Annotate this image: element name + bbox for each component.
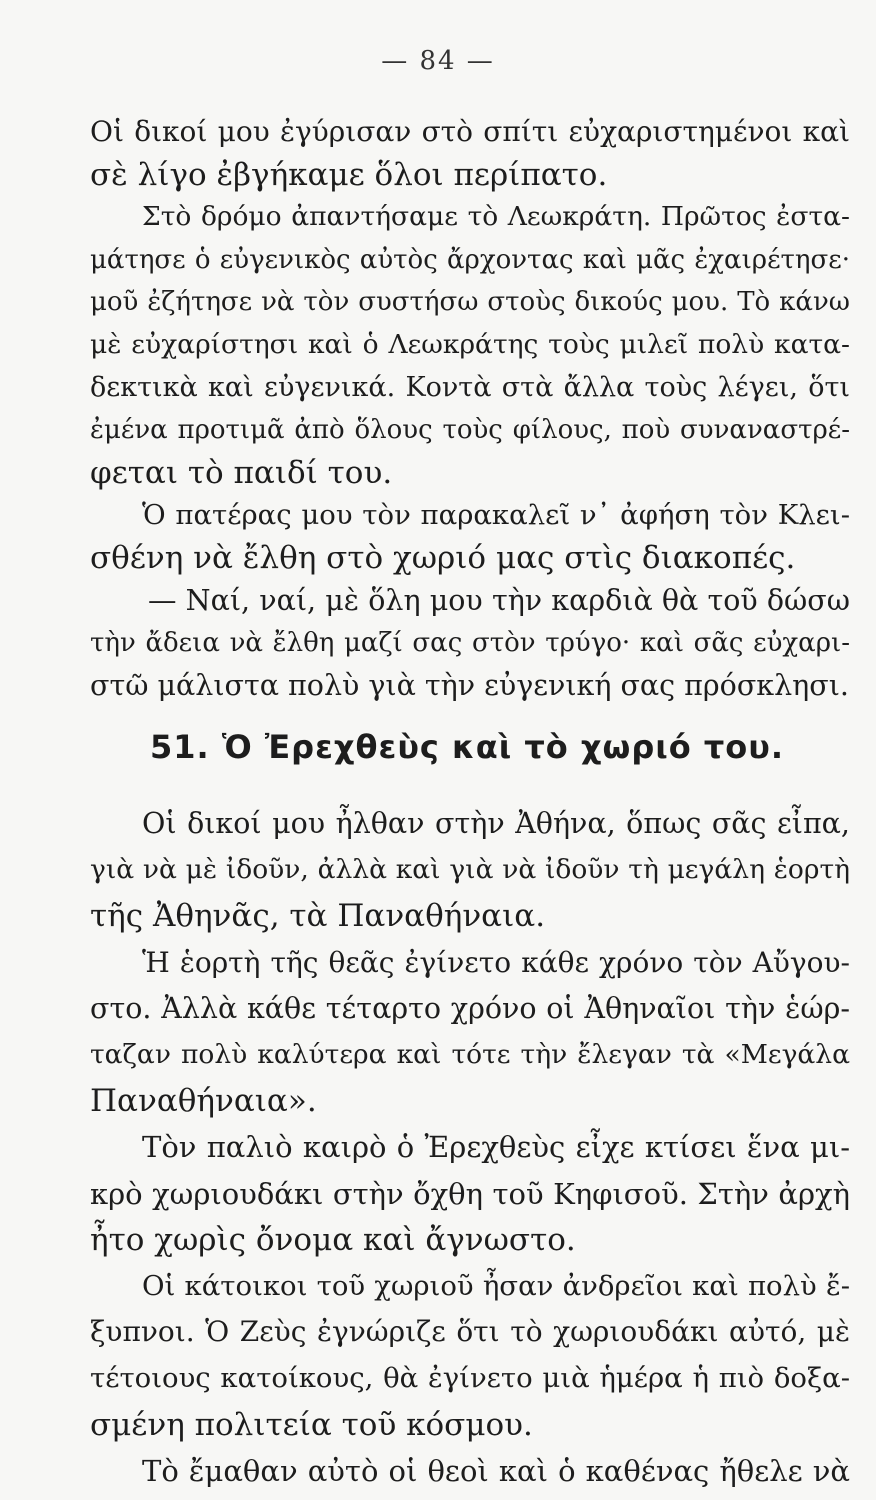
text-line: ταζαν πολὺ καλύτερα καὶ τότε τὴν ἔλεγαν τὰ «Μεγάλα xyxy=(90,1039,850,1070)
text-line: Οἱ δικοί μου ἦλθαν στὴν Ἀθήνα, ὅπως σᾶς εἶπα, xyxy=(142,807,850,840)
text-line: σμένη πολιτεία τοῦ κόσμου. xyxy=(90,1406,533,1443)
text-line: τὴν ἄδεια νὰ ἔλθη μαζί σας στὸν τρύγο· καὶ σᾶς εὐχαρι- xyxy=(90,628,850,659)
text-line: — Ναί, ναί, μὲ ὅλη μου τὴν καρδιὰ θὰ τοῦ δώσω xyxy=(148,583,850,617)
page-number: — 84 — xyxy=(381,46,495,76)
text-line: Τὸ ἔμαθαν αὐτὸ οἱ θεοὶ καὶ ὁ καθένας ἤθελε νὰ xyxy=(142,1453,850,1488)
text-line: Ἡ ἑορτὴ τῆς θεᾶς ἐγίνετο κάθε χρόνο τὸν Αὔγου- xyxy=(142,945,850,979)
text-line: Στὸ δρόμο ἀπαντήσαμε τὸ Λεωκράτη. Πρῶτος ἐστα- xyxy=(142,201,850,233)
text-line: ξυπνοι. Ὁ Ζεὺς ἐγνώριζε ὅτι τὸ χωριουδάκι αὐτό, μὲ xyxy=(90,1315,850,1349)
text-line: στῶ μάλιστα πολὺ γιὰ τὴν εὐγενική σας πρόσκλησι. xyxy=(90,668,849,702)
text-line: κρὸ χωριουδάκι στὴν ὄχθη τοῦ Κηφισοῦ. Στὴν ἀρχὴ xyxy=(90,1176,850,1211)
text-line: Οἱ κάτοικοι τοῦ χωριοῦ ἦσαν ἀνδρεῖοι καὶ πολὺ ἔ- xyxy=(142,1270,850,1302)
text-line: στο. Ἀλλὰ κάθε τέταρτο χρόνο οἱ Ἀθηναῖοι τὴν ἑώρ- xyxy=(90,991,850,1025)
text-line: Τὸν παλιὸ καιρὸ ὁ Ἐρεχθεὺς εἶχε κτίσει ἕνα μι- xyxy=(142,1130,850,1165)
text-line: μὲ εὐχαρίστησι καὶ ὁ Λεωκράτης τοὺς μιλεῖ πολὺ κατα- xyxy=(90,329,850,360)
text-line: τῆς Ἀθηνᾶς, τὰ Παναθήναια. xyxy=(90,898,546,935)
text-line: σθένη νὰ ἔλθη στὸ χωριό μας στὶς διακοπές. xyxy=(90,540,796,576)
section-heading: 51. Ὁ Ἐρεχθεὺς καὶ τὸ χωριό του. xyxy=(150,728,785,766)
text-line: Οἱ δικοί μου ἐγύρισαν στὸ σπίτι εὐχαριστημένοι καὶ xyxy=(90,115,850,148)
text-line: μάτησε ὁ εὐγενικὸς αὐτὸς ἄρχοντας καὶ μᾶς ἐχαιρέτησε· xyxy=(90,244,850,275)
text-line: ἦτο χωρὶς ὄνομα καὶ ἄγνωστο. xyxy=(90,1221,576,1258)
text-line: γιὰ νὰ μὲ ἰδοῦν, ἀλλὰ καὶ γιὰ νὰ ἰδοῦν τὴ μεγάλη ἑορτὴ xyxy=(90,854,850,886)
text-line: Ὁ πατέρας μου τὸν παρακαλεῖ ν᾽ ἀφήση τὸν Κλει- xyxy=(142,499,850,532)
text-line: δεκτικὰ καὶ εὐγενικά. Κοντὰ στὰ ἄλλα τοὺς λέγει, ὅτι xyxy=(90,371,850,403)
text-line: Παναθήναια». xyxy=(90,1083,317,1120)
text-line: ἐμένα προτιμᾶ ἀπὸ ὅλους τοὺς φίλους, ποὺ συναναστρέ- xyxy=(90,415,850,446)
text-line: σὲ λίγο ἐβγήκαμε ὅλοι περίπατο. xyxy=(90,156,608,193)
text-line: τέτοιους κατοίκους, θὰ ἐγίνετο μιὰ ἡμέρα ἡ πιὸ δοξα- xyxy=(90,1362,850,1395)
text-line: φεται τὸ παιδί του. xyxy=(90,454,393,491)
text-line: μοῦ ἐζήτησε νὰ τὸν συστήσω στοὺς δικούς μου. Τὸ κάνω xyxy=(90,287,850,318)
